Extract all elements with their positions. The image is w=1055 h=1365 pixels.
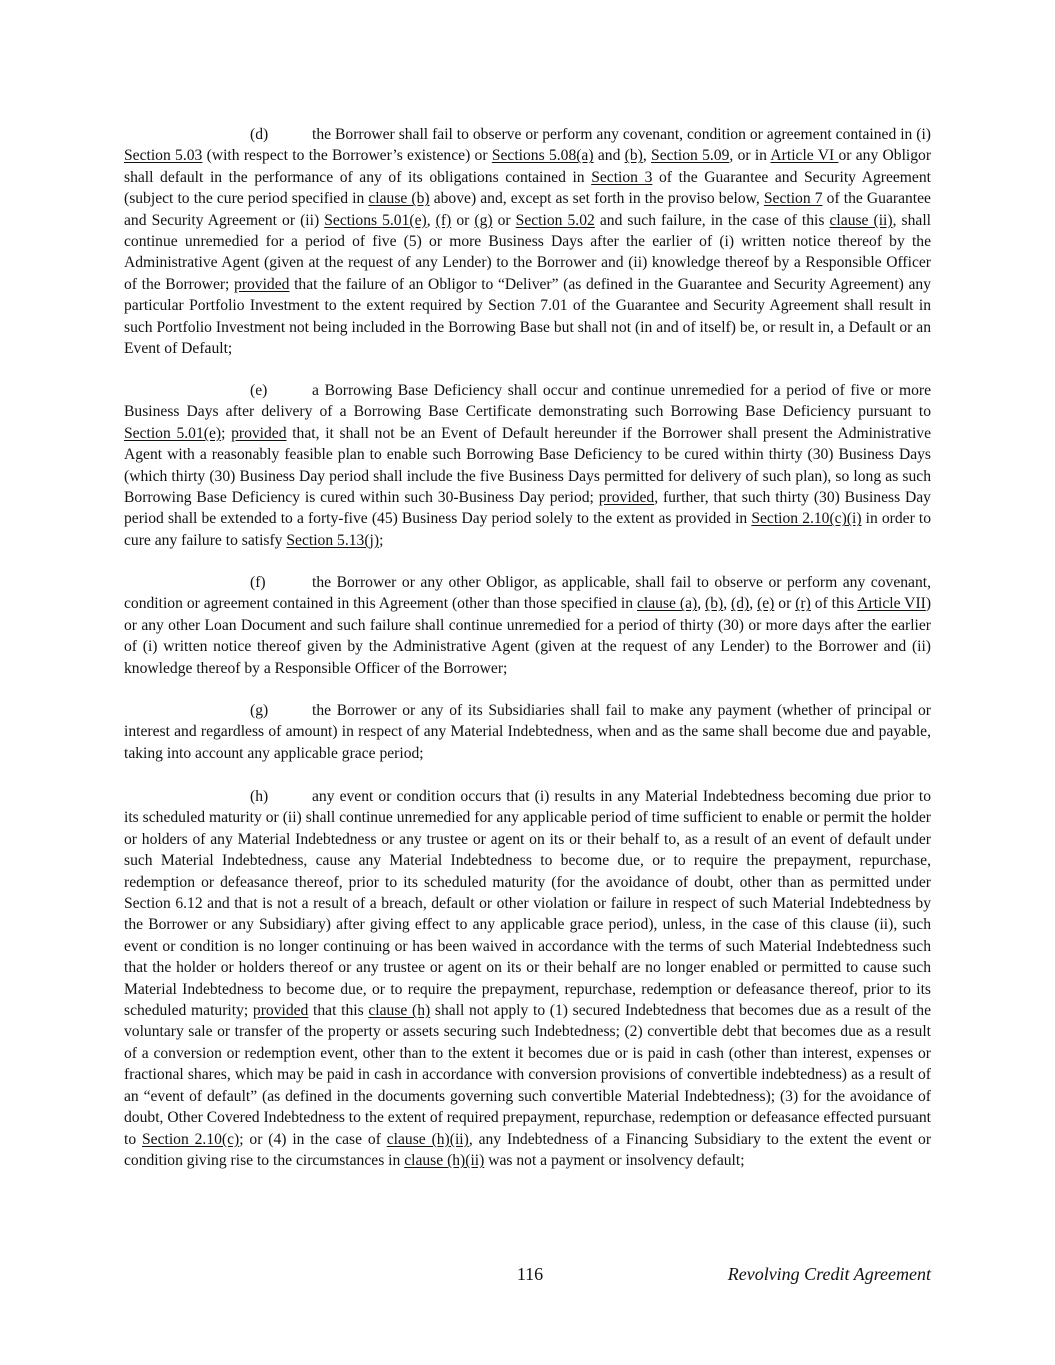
cross-reference: provided [234,275,290,293]
cross-reference: (g) [474,211,493,229]
cross-reference: provided [231,424,287,442]
cross-reference: clause (h) [368,1002,431,1020]
cross-reference: (e) [757,595,775,613]
cross-reference: Section 2.10(c) [142,1130,240,1148]
paragraph-label: (g) [250,702,269,719]
cross-reference: provided [252,1002,309,1020]
cross-reference: Section 7 [763,190,823,208]
cross-reference: (r) [795,595,811,613]
cross-reference: Article VI [770,147,839,165]
cross-reference: clause (h)(ii) [404,1151,485,1169]
cross-reference: (b) [624,147,643,165]
cross-reference: provided [598,489,655,507]
paragraph-h [124,786,931,1171]
cross-reference: clause (ii) [829,211,893,229]
cross-reference: Article VII [857,595,926,613]
cross-reference: clause (a) [637,595,698,613]
cross-reference: (d) [731,595,750,613]
cross-reference: clause (h)(ii) [386,1130,469,1148]
paragraph-label: (f) [250,574,266,591]
cross-reference: Section 5.01(e) [124,424,222,442]
paragraph-body: a Borrowing Base Deficiency shall occur and continue unremedied for a period of five or more Business Days after delivery of a Borrowing Base Certificate demonstrating such Borrowing Base Deficiency pursuant to Section 5.01(e); provided that, it shall not be an Event of Default hereunder if the Borrower shall present the Administrative Agent with a reasonably feasible plan to enable such Borrowing Base Deficiency to be cured within thirty (30) Business Days (which thirty (30) Business Day period shall include the five Business Days permitted for delivery of such plan), so long as such Borrowing Base Deficiency is cured within such 30-Business Day period; provided, further, that such thirty (30) Business Day period shall be extended to a forty-five (45) Business Day period solely to the extent as provided in Section 2.10(c)(i) in order to cure any failure to satisfy Section 5.13(j); [124,382,931,549]
cross-reference: Section 3 [591,168,653,186]
cross-reference: Section 5.09 [651,147,730,165]
cross-reference: Section 5.13(j) [286,531,380,549]
paragraph-body: the Borrower or any other Obligor, as applicable, shall fail to observe or perform any covenant, condition or agreement contained in this Agreement (other than those specified in clause (a), (b), (d), (e) or (r) of this Article VII) or any other Loan Document and such failure shall continue unremedied for a period of thirty (30) or more days after the earlier of (i) written notice thereof given by the Administrative Agent (given at the request of any Lender) to the Borrower and (ii) knowledge thereof by a Responsible Officer of the Borrower; [124,574,932,677]
cross-reference: clause (b) [368,190,430,208]
paragraph-label: (e) [250,382,268,399]
paragraph-f [124,572,931,679]
document-title: Revolving Credit Agreement [727,1264,931,1284]
cross-reference: Section 5.03 [124,147,203,165]
cross-reference: (f) [435,211,452,229]
paragraph-label: (h) [250,788,269,805]
paragraph-d [124,124,931,359]
paragraph-body: the Borrower or any of its Subsidiaries shall fail to make any payment (whether of principal or interest and regardless of amount) in respect of any Material Indebtedness, when and as the same shall become due and payable, taking into account any applicable grace period; [124,702,931,762]
page-number: 116 [516,1264,544,1284]
paragraph-body: any event or condition occurs that (i) results in any Material Indebtedness becoming due prior to its scheduled maturity or (ii) shall continue unremedied for any applicable period of time sufficient to enable or permit the holder or holders of any Material Indebtedness or any trustee or agent on its or their behalf to, as a result of an event of default under such Material Indebtedness, cause any Material Indebtedness to become due, or to require the prepayment, repurchase, redemption or defeasance thereof, prior to its scheduled maturity (for the avoidance of doubt, other than as permitted under Section 6.12 and that is not a result of a breach, default or other violation or failure in respect of such Material Indebtedness by the Borrower or any Subsidiary) after giving effect to any applicable grace period), unless, in the case of this clause (ii), such event or condition is no longer continuing or has been waived in accordance with the terms of such Material Indebtedness such that the holder or holders thereof or any trustee or agent on its or their behalf are no longer enabled or permitted to cause such Material Indebtedness to become due, or to require the prepayment, repurchase, redemption or defeasance thereof, prior to its scheduled maturity; provided that this clause (h) shall not apply to (1) secured Indebtedness that becomes due as a result of the voluntary sale or transfer of the property or assets securing such Indebtedness; (2) convertible debt that becomes due as a result of a conversion or redemption event, other than to the extent it becomes due or is paid in cash (other than interest, expenses or fractional shares, which may be paid in cash in accordance with conversion provisions of convertible indebtedness) as a result of an “event of default” (as defined in the documents governing such convertible Material Indebtedness); (3) for the avoidance of doubt, Other Covered Indebtedness to the extent of required prepayment, repurchase, redemption or defeasance effected pursuant to Section 2.10(c); or (4) in the case of clause (h)(ii), any Indebtedness of a Financing Subsidiary to the extent the event or condition giving rise to the circumstances in clause (h)(ii) was not a payment or insolvency default; [124,788,932,1169]
paragraph-g [124,700,931,764]
cross-reference: Section 2.10(c)(i) [751,510,862,528]
cross-reference: Sections 5.01(e) [324,211,427,229]
cross-reference: Sections 5.08(a) [491,147,594,165]
cross-reference: (b) [705,595,724,613]
paragraph-body: the Borrower shall fail to observe or perform any covenant, condition or agreement contained in (i) Section 5.03 (with respect to the Borrower’s existence) or Sections 5.08(a) and (b), Section 5.09, or in Article VI or any Obligor shall default in the performance of any of its obligations contained in Section 3 of the Guarantee and Security Agreement (subject to the cure period specified in clause (b) above) and, except as set forth in the proviso below, Section 7 of the Guarantee and Security Agreement or (ii) Sections 5.01(e), (f) or (g) or Section 5.02 and such failure, in the case of this clause (ii), shall continue unremedied for a period of five (5) or more Business Days after the earlier of (i) written notice thereof by the Administrative Agent (given at the request of any Lender) to the Borrower and (ii) knowledge thereof by a Responsible Officer of the Borrower; provided that the failure of an Obligor to “Deliver” (as defined in the Guarantee and Security Agreement) any particular Portfolio Investment to the extent required by Section 7.01 of the Guarantee and Security Agreement shall result in such Portfolio Investment not being included in the Borrowing Base but shall not (in and of itself) be, or result in, a Default or an Event of Default; [124,126,932,358]
paragraph-label: (d) [250,126,269,143]
paragraph-e [124,380,931,551]
cross-reference: Section 5.02 [515,211,595,229]
